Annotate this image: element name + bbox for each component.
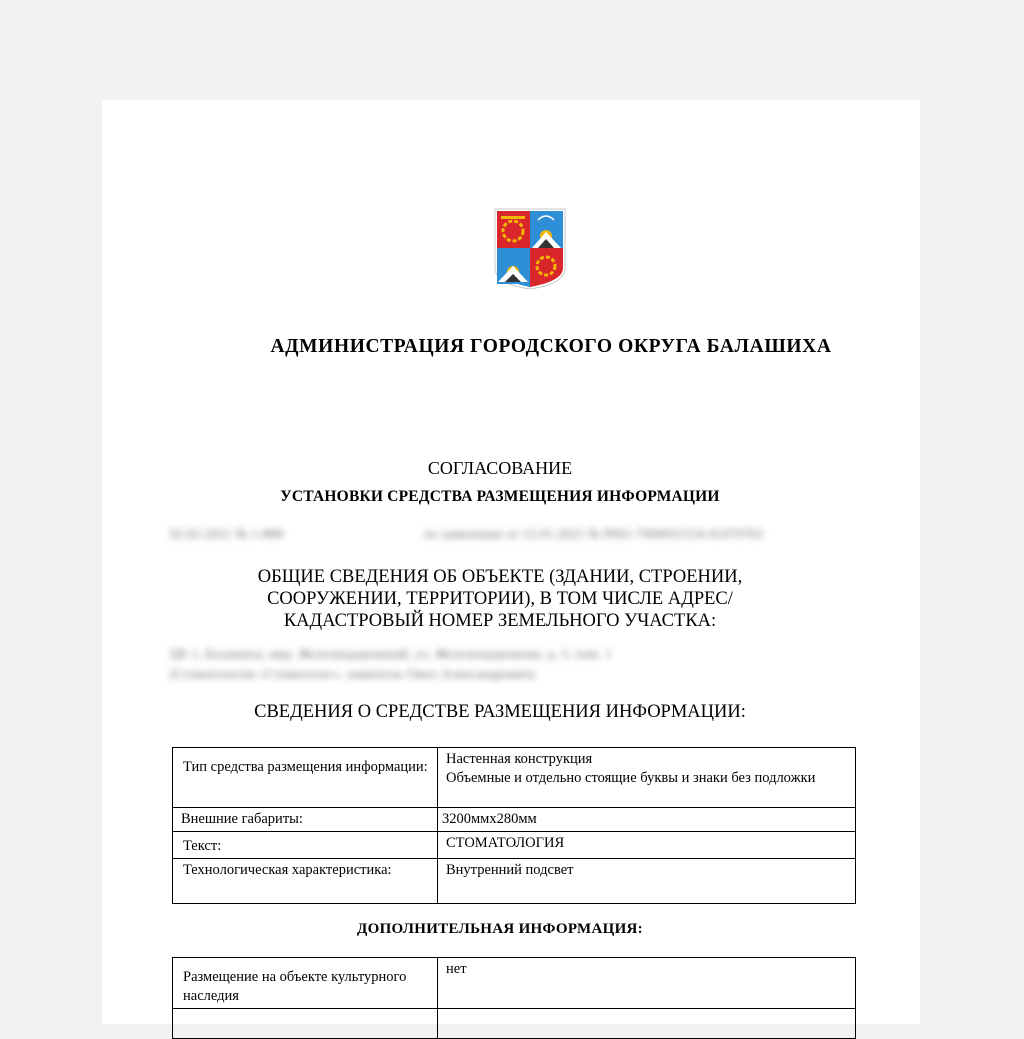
means-info-heading: СВЕДЕНИЯ О СРЕДСТВЕ РАЗМЕЩЕНИЯ ИНФОРМАЦИИ: xyxy=(254,702,746,722)
additional-info-heading: ДОПОЛНИТЕЛЬНАЯ ИНФОРМАЦИЯ: xyxy=(357,921,643,937)
document-page xyxy=(102,100,920,1024)
table-row xyxy=(173,958,856,1009)
redacted-applicant: (Стоматология «Стоматолог», заявитель Омел Александрович) xyxy=(170,666,536,681)
table-row xyxy=(173,748,856,808)
heritage-label: Размещение на объекте культурного наследия xyxy=(173,958,438,1009)
redacted-address: ЦЕ 1, Балашиха, мкр. Железнодорожный, ул. Железнодорожная, д. 5, пом. 1 xyxy=(170,646,612,661)
heritage-value: нет xyxy=(438,958,856,1009)
tech-value: Внутренний подсвет xyxy=(438,859,856,904)
redacted-application-reference: по заявлению от 12.01.2021 № Р001-7000031154-41470763 xyxy=(424,526,764,541)
dimensions-value: 3200ммх280мм xyxy=(438,808,856,832)
organization-title: АДМИНИСТРАЦИЯ ГОРОДСКОГО ОКРУГА БАЛАШИХА xyxy=(270,336,832,357)
balashikha-coat-of-arms-icon xyxy=(494,208,566,290)
dimensions-label: Внешние габариты: xyxy=(173,808,438,832)
additional-info-table xyxy=(172,957,856,1039)
type-value: Настенная конструкция Объемные и отдельно стоящие буквы и знаки без подложки xyxy=(438,748,856,808)
document-subtitle: УСТАНОВКИ СРЕДСТВА РАЗМЕЩЕНИЯ ИНФОРМАЦИИ xyxy=(280,488,720,505)
redacted-document-number: 02.02.2021 № 1-888 xyxy=(170,526,284,541)
table-row xyxy=(173,808,856,832)
text-label: Текст: xyxy=(173,832,438,859)
type-label: Тип средства размещения информации: xyxy=(173,748,438,808)
table-row xyxy=(173,859,856,904)
means-info-table xyxy=(172,747,856,904)
document-title: СОГЛАСОВАНИЕ xyxy=(427,458,573,478)
object-info-heading: ОБЩИЕ СВЕДЕНИЯ ОБ ОБЪЕКТЕ (ЗДАНИИ, СТРОЕНИИ, СООРУЖЕНИИ, ТЕРРИТОРИИ), В ТОМ ЧИСЛЕ АДРЕС/ КАДАСТРОВЫЙ НОМЕР ЗЕМЕЛЬНОГО УЧАСТКА: xyxy=(257,567,743,631)
text-value: СТОМАТОЛОГИЯ xyxy=(438,832,856,859)
tech-label: Технологическая характеристика: xyxy=(173,859,438,904)
table-row xyxy=(173,832,856,859)
